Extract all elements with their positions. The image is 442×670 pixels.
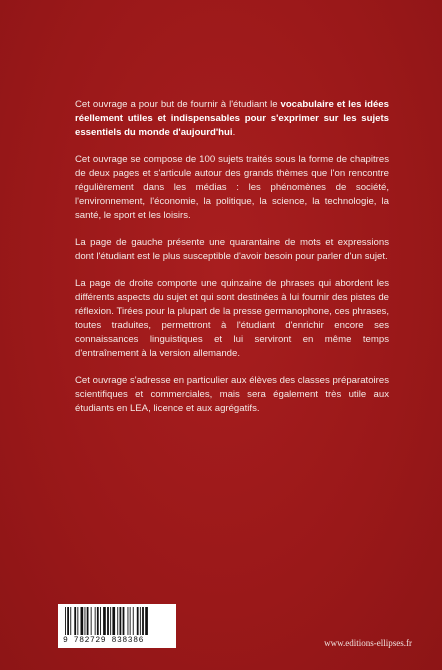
barcode-bar bbox=[140, 607, 141, 635]
barcode-digits: 9 782729 838386 bbox=[63, 636, 145, 645]
paragraph-audience: Cet ouvrage s'adresse en particulier aux élèves des classes préparatoires scientifiques et commerciales, mais sera également très utile aux étudiants en LEA, licence et aux agrégatifs. bbox=[75, 375, 389, 414]
barcode-bar bbox=[103, 607, 106, 635]
barcode-bar bbox=[85, 607, 86, 635]
barcode-bar bbox=[87, 607, 89, 635]
barcode-bar bbox=[137, 607, 139, 635]
paragraph-right-page: La page de droite comporte une quinzaine de phrases qui abordent les différents aspects du sujet et qui sont destinées à lui fournir des pistes de réflexion. Tirées pour la plupart de la presse germanophone, ces phrases, toutes traduites, permettront à l'étudiant d'enrichir encore ses connaissances linguistiques et lui serviront en même temps d'entraînement à la version allemande. bbox=[75, 278, 389, 359]
barcode-bar bbox=[120, 607, 122, 635]
barcode-bar bbox=[123, 607, 125, 635]
publisher-website: www.editions-ellipses.fr bbox=[324, 638, 412, 648]
paragraph-purpose-highlight: vocabulaire et les idées réellement utiles et indispensables pour s'exprimer sur les sujets essentiels du monde d'aujourd'hui bbox=[75, 99, 389, 138]
barcode-bar bbox=[130, 607, 131, 635]
barcode-bar bbox=[112, 607, 115, 635]
barcode-bar bbox=[70, 607, 71, 635]
barcode-bar bbox=[128, 607, 129, 635]
barcode-bar bbox=[97, 607, 99, 635]
barcode-bar bbox=[110, 607, 111, 635]
barcode-bars bbox=[63, 607, 171, 635]
paragraph-purpose-intro: Cet ouvrage a pour but de fournir à l'étudiant le bbox=[75, 99, 281, 110]
barcode-bar bbox=[91, 607, 92, 635]
barcode-bar bbox=[117, 607, 118, 635]
barcode-bar bbox=[95, 607, 96, 635]
barcode-bar bbox=[65, 607, 66, 635]
barcode-bar bbox=[107, 607, 109, 635]
barcode-bar bbox=[145, 607, 148, 635]
barcode-bar bbox=[100, 607, 101, 635]
barcode-bar bbox=[81, 607, 84, 635]
barcode bbox=[58, 604, 176, 648]
paragraph-purpose bbox=[75, 98, 389, 140]
barcode-bar bbox=[133, 607, 134, 635]
paragraph-structure: Cet ouvrage se compose de 100 sujets traités sous la forme de chapitres de deux pages et s'articule autour des grands thèmes que l'on rencontre régulièrement dans les médias : les phénomènes de société, l'environnement, l'économie, la politique, la science, la technologie, la santé, le sport et les loisirs. bbox=[75, 154, 389, 221]
description-text bbox=[75, 98, 389, 429]
paragraph-purpose-end: . bbox=[232, 127, 236, 138]
barcode-bar bbox=[67, 607, 69, 635]
barcode-bar bbox=[74, 607, 76, 635]
barcode-bar bbox=[142, 607, 144, 635]
barcode-bar bbox=[77, 607, 78, 635]
paragraph-left-page: La page de gauche présente une quarantaine de mots et expressions dont l'étudiant est le plus susceptible d'avoir besoin pour parler d'un sujet. bbox=[75, 237, 389, 262]
